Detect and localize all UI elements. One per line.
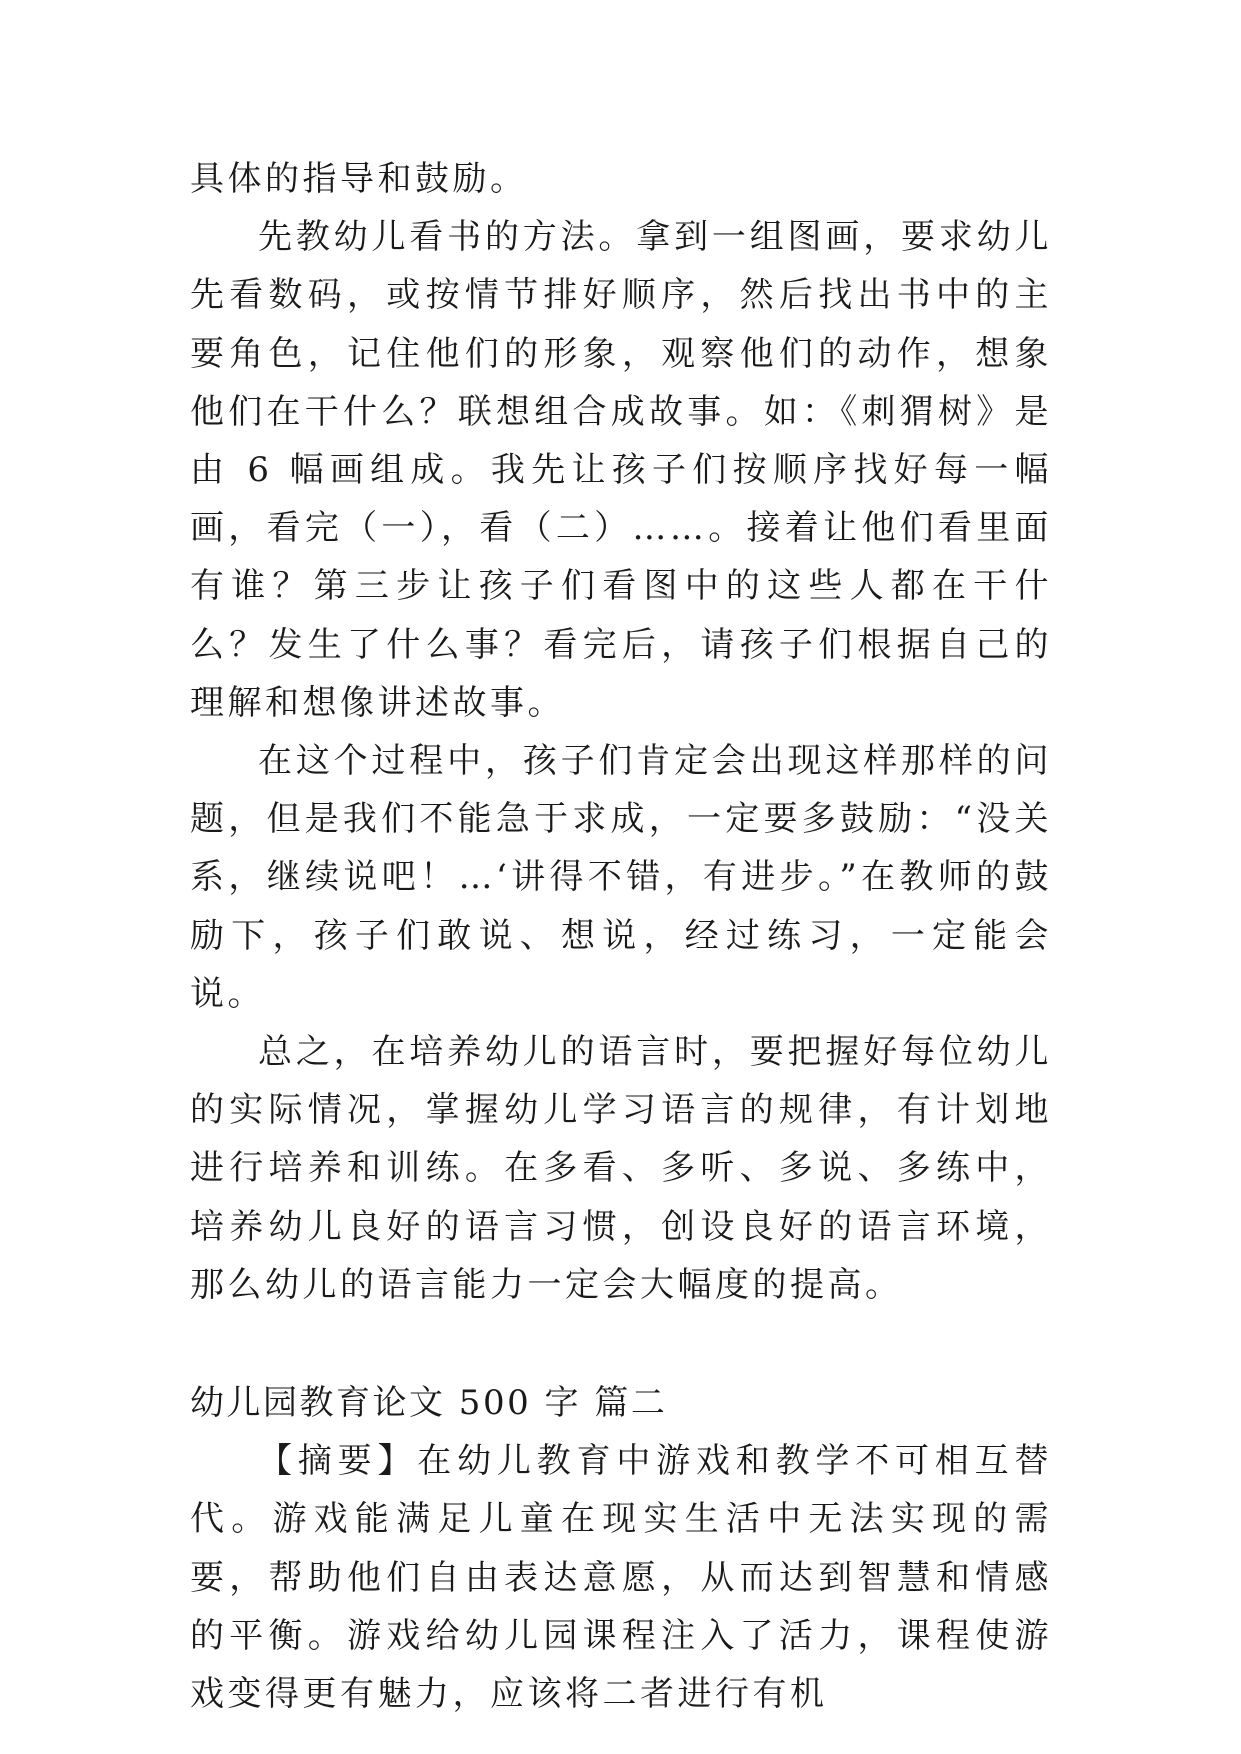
paragraph-reading-method: 先教幼儿看书的方法。拿到一组图画，要求幼儿先看数码，或按情节排好顺序，然后找出书中的主要角色，记住他们的形象，观察他们的动作，想象他们在干什么？联想组合成故事。如：《刺猬树》是由 6 幅画组成。我先让孩子们按顺序找好每一幅画，看完（一），看（二）……。接着让他们看里面有谁？第三步让孩子们看图中的这些人都在干什么？发生了什么事？看完后，请孩子们根据自己的理解和想像讲述故事。 [190, 217, 1052, 723]
paragraph-continuation: 具体的指导和鼓励。 [190, 159, 528, 199]
paragraph-conclusion: 总之，在培养幼儿的语言时，要把握好每位幼儿的实际情况，掌握幼儿学习语言的规律，有计划地进行培养和训练。在多看、多听、多说、多练中，培养幼儿良好的语言习惯，创设良好的语言环境，那么幼儿的语言能力一定会大幅度的提高。 [190, 1032, 1052, 1305]
document-body [190, 150, 1052, 1723]
section-title: 幼儿园教育论文 500 字 篇二 [190, 1383, 668, 1424]
paragraph-encouragement: 在这个过程中，孩子们肯定会出现这样那样的问题，但是我们不能急于求成，一定要多鼓励：“没关系，继续说吧！…‘讲得不错，有进步。”在教师的鼓励下，孩子们敢说、想说，经过练习，一定能会说。 [190, 741, 1052, 1014]
paragraph-abstract: 【摘要】在幼儿教育中游戏和教学不可相互替代。游戏能满足儿童在现实生活中无法实现的需要，帮助他们自由表达意愿，从而达到智慧和情感的平衡。游戏给幼儿园课程注入了活力，课程使游戏变得更有魅力，应该将二者进行有机 [190, 1441, 1052, 1715]
